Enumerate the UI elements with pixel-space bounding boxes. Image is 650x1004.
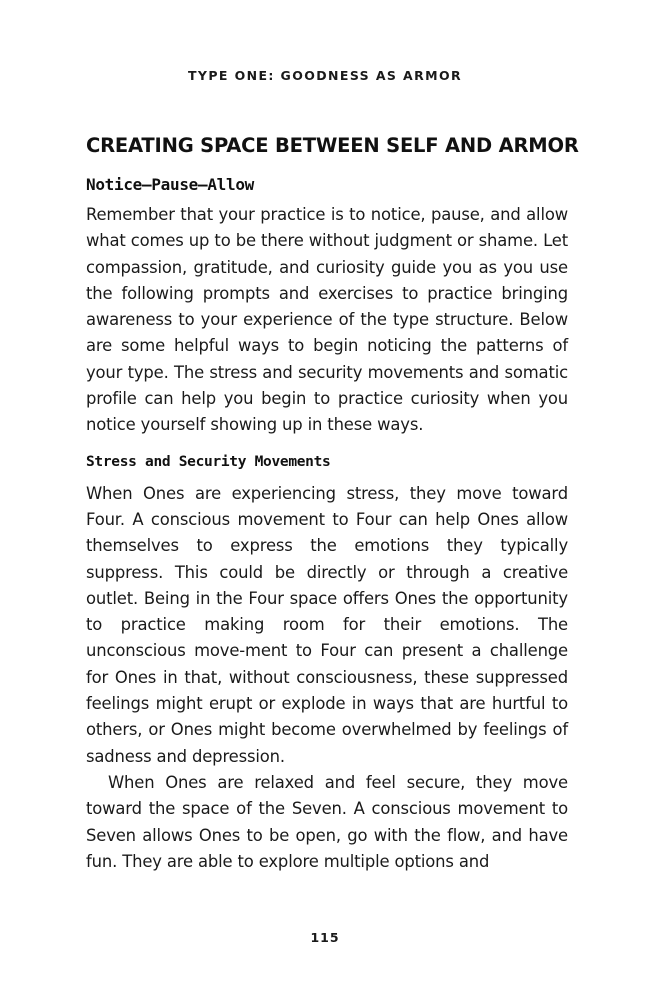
paragraph-security: When Ones are relaxed and feel secure, they move toward the space of the Seven. A conscious movement to Seven allows Ones to be open, go with the flow, and have fun. They are able to explore multiple options and <box>86 772 568 871</box>
section-title: CREATING SPACE BETWEEN SELF AND ARMOR <box>86 134 579 157</box>
paragraph-stress: When Ones are experiencing stress, they move toward Four. A conscious movement to Four can help Ones allow themselves to express the emotions they typically suppress. This could be directly or through a creative outlet. Being in the Four space offers Ones the opportunity to practice making room for their emotions. The unconscious move-ment to Four can present a challenge for Ones in that, without consciousness, these suppressed feelings might erupt or explode in ways that are hurtful to others, or Ones might become overwhelmed by feelings of sadness and depression. <box>86 483 568 766</box>
subhead-stress-security: Stress and Security Movements <box>86 453 331 470</box>
page-number: 115 <box>310 930 340 945</box>
paragraph-notice-pause-allow: Remember that your practice is to notice, pause, and allow what comes up to be there without judgment or shame. Let compassion, gratitude, and curiosity guide you as you use the following prompts and exercises to practice bringing awareness to your experience of the type structure. Below are some helpful ways to begin noticing the patterns of your type. The stress and security movements and somatic profile can help you begin to practice curiosity when you notice yourself showing up in these ways. <box>86 205 568 435</box>
subhead-notice-pause-allow: Notice—Pause—Allow <box>86 175 254 194</box>
page-content <box>86 132 579 875</box>
running-head: TYPE ONE: GOODNESS AS ARMOR <box>187 68 463 83</box>
